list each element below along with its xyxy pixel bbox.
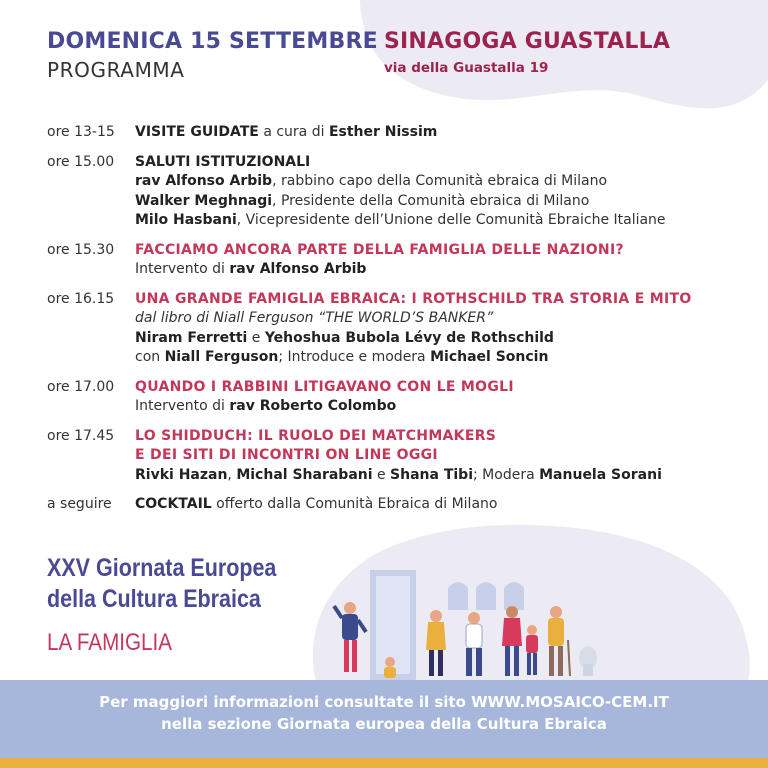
programme-line bbox=[135, 123, 762, 143]
programme-item bbox=[47, 241, 762, 280]
footer-info bbox=[0, 691, 768, 735]
programme-text: UNA GRANDE FAMIGLIA EBRAICA: I ROTHSCHILD TRA STORIA E MITO bbox=[135, 290, 692, 307]
programme-line bbox=[135, 378, 762, 398]
accent-bar bbox=[0, 758, 768, 768]
programme-text: ; Introduce e modera bbox=[278, 349, 431, 365]
venue-address: via della Guastalla 19 bbox=[384, 60, 549, 76]
event-theme: LA FAMIGLIA bbox=[47, 629, 173, 656]
footer-line1-text: Per maggiori informazioni consultate il sito bbox=[99, 693, 472, 711]
header-left bbox=[47, 29, 378, 82]
programme-line bbox=[135, 260, 762, 280]
programme-line bbox=[135, 192, 762, 212]
event-date: DOMENICA 15 SETTEMBRE bbox=[47, 29, 378, 54]
programme-text: Rivki Hazan bbox=[135, 466, 228, 483]
person-elder-icon bbox=[548, 606, 570, 676]
programme-text: offerto dalla Comunità Ebraica di Milano bbox=[211, 496, 498, 512]
window-icon bbox=[448, 582, 524, 610]
programme-line bbox=[135, 309, 762, 329]
programme-text: SALUTI ISTITUZIONALI bbox=[135, 153, 311, 170]
programme-time: ore 13-15 bbox=[47, 124, 115, 140]
programme-line bbox=[135, 466, 762, 486]
programme-line bbox=[135, 290, 762, 310]
programme-text: VISITE GUIDATE bbox=[135, 124, 259, 140]
website-link[interactable]: WWW.MOSAICO-CEM.IT bbox=[471, 693, 669, 711]
programme-content bbox=[135, 378, 762, 417]
programme-line bbox=[135, 397, 762, 417]
programme-text: Michael Soncin bbox=[430, 349, 549, 365]
programme-text: Michal Sharabani bbox=[236, 466, 373, 483]
venue-name: SINAGOGA GUASTALLA bbox=[384, 29, 671, 54]
programme-line bbox=[135, 329, 762, 349]
programme-line bbox=[135, 348, 762, 368]
programme-text: , Presidente della Comunità ebraica di Milano bbox=[272, 192, 590, 209]
programme-item bbox=[47, 427, 762, 486]
programme-line bbox=[135, 427, 762, 447]
programme-label: PROGRAMMA bbox=[47, 58, 185, 82]
programme-text: rav Alfonso Arbib bbox=[229, 261, 367, 277]
programme-content bbox=[135, 290, 762, 368]
person-walking-icon bbox=[466, 612, 482, 676]
programme-text: e bbox=[372, 466, 391, 483]
programme-text: QUANDO I RABBINI LITIGAVANO CON LE MOGLI bbox=[135, 378, 514, 395]
programme-text: con bbox=[135, 349, 165, 365]
footer-line2-text: nella sezione Giornata europea della Cultura Ebraica bbox=[161, 715, 607, 733]
person-woman-icon bbox=[426, 610, 446, 676]
programme-text: COCKTAIL bbox=[135, 496, 212, 512]
programme-text: rav Roberto Colombo bbox=[229, 398, 397, 414]
programme-text: Niall Ferguson bbox=[164, 349, 279, 365]
programme-item bbox=[47, 153, 762, 231]
programme-text: Yehoshua Bubola Lévy de Rothschild bbox=[264, 329, 554, 346]
programme-time: a seguire bbox=[47, 496, 112, 512]
programme-content bbox=[135, 495, 762, 515]
programme-text: ; Modera bbox=[473, 466, 540, 483]
programme-line bbox=[135, 446, 762, 466]
programme-text: , Vicepresidente dell’Unione delle Comunità Ebraiche Italiane bbox=[236, 212, 666, 228]
programme-text: E DEI SITI DI INCONTRI ON LINE OGGI bbox=[135, 447, 438, 463]
person-waving-icon bbox=[334, 602, 366, 672]
programme-item bbox=[47, 495, 762, 515]
event-title-line2: della Cultura Ebraica bbox=[47, 585, 261, 613]
event-block bbox=[47, 553, 314, 657]
programme-text: LO SHIDDUCH: IL RUOLO DEI MATCHMAKERS bbox=[135, 427, 497, 444]
programme-line bbox=[135, 153, 762, 173]
programme-text: Intervento di bbox=[135, 398, 230, 414]
programme-content bbox=[135, 123, 762, 143]
header-right bbox=[384, 29, 670, 76]
programme-text: Milo Hasbani bbox=[135, 212, 237, 228]
programme-content bbox=[135, 241, 762, 280]
person-couple-icon bbox=[502, 606, 538, 676]
programme-text: Shana Tibi bbox=[390, 466, 474, 483]
programme-text: dal libro di Niall Ferguson “THE WORLD’S BANKER” bbox=[135, 310, 494, 326]
event-title-line1: XXV Giornata Europea bbox=[47, 554, 277, 582]
programme-time: ore 17.45 bbox=[47, 427, 115, 444]
programme-time: ore 17.00 bbox=[47, 378, 115, 395]
programme-text: a cura di bbox=[258, 124, 329, 140]
programme-text: FACCIAMO ANCORA PARTE DELLA FAMIGLIA DELLE NAZIONI? bbox=[135, 241, 624, 258]
programme-time: ore 16.15 bbox=[47, 290, 115, 307]
programme-item bbox=[47, 378, 762, 417]
programme-time: ore 15.00 bbox=[47, 153, 115, 170]
programme-text: Manuela Sorani bbox=[539, 466, 662, 483]
programme-list bbox=[47, 123, 762, 525]
programme-content bbox=[135, 153, 762, 231]
programme-line bbox=[135, 495, 762, 515]
programme-line bbox=[135, 172, 762, 192]
family-illustration bbox=[300, 540, 610, 685]
programme-line bbox=[135, 211, 762, 231]
programme-content bbox=[135, 427, 762, 486]
programme-text: Walker Meghnagi bbox=[135, 192, 273, 209]
programme-time: ore 15.30 bbox=[47, 241, 115, 258]
programme-item bbox=[47, 290, 762, 368]
programme-text: Esther Nissim bbox=[328, 124, 438, 140]
plant-icon bbox=[579, 646, 597, 676]
programme-text: Niram Ferretti bbox=[135, 329, 248, 346]
programme-text: rav Alfonso Arbib bbox=[135, 173, 273, 189]
programme-text: , rabbino capo della Comunità ebraica di Milano bbox=[272, 173, 608, 189]
toddler-icon bbox=[384, 657, 396, 678]
programme-text: Intervento di bbox=[135, 261, 230, 277]
programme-item bbox=[47, 123, 762, 143]
programme-text: e bbox=[247, 329, 265, 346]
programme-line bbox=[135, 241, 762, 261]
programme-text: , bbox=[227, 466, 237, 483]
